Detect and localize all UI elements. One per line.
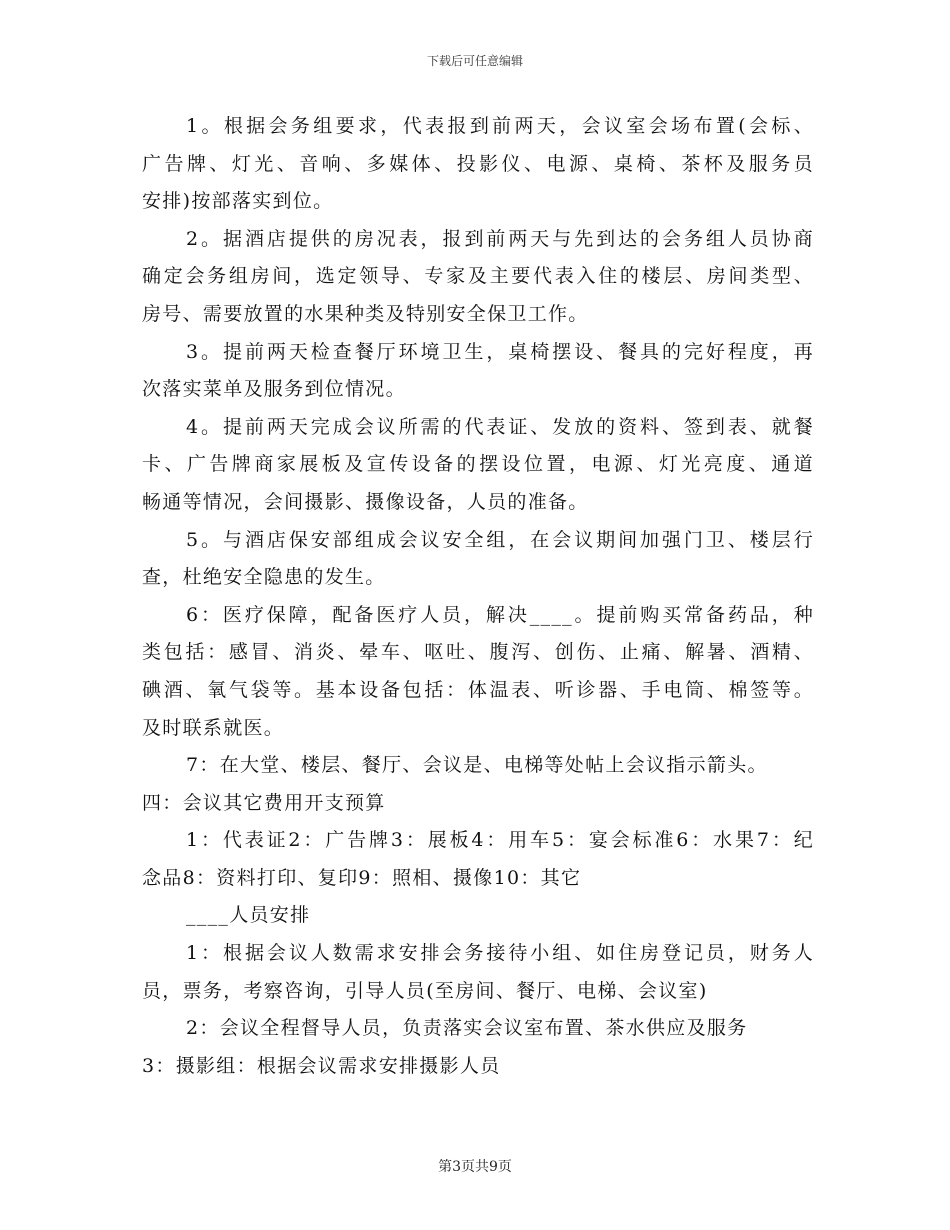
text-line: 1：根据会议人数需求安排会务接待小组、如住房登记员，财务人 [186, 942, 814, 965]
text-line: 员，票务，考察咨询，引导人员(至房间、餐厅、电梯、会议室) [142, 979, 708, 1002]
text-line: 5。与酒店保安部组成会议安全组，在会议期间加强门卫、楼层行 [186, 528, 814, 551]
text-line: 广告牌、灯光、音响、多媒体、投影仪、电源、桌椅、茶杯及服务员 [142, 152, 814, 175]
text-line: ____人员安排 [186, 904, 311, 927]
text-line: 畅通等情况，会间摄影、摄像设备，人员的准备。 [142, 490, 589, 513]
text-line: 2：会议全程督导人员，负责落实会议室布置、茶水供应及服务 [186, 1017, 748, 1040]
text-line: 及时联系就医。 [142, 716, 285, 739]
text-line: 卡、广告牌商家展板及宣传设备的摆设位置，电源、灯光亮度、通道 [142, 453, 814, 476]
text-line: 1：代表证2：广告牌3：展板4：用车5：宴会标准6：水果7：纪 [186, 829, 814, 852]
text-line: 3：摄影组：根据会议需求安排摄影人员 [142, 1054, 501, 1077]
text-line: 6：医疗保障，配备医疗人员，解决____。提前购买常备药品，种 [186, 603, 814, 626]
text-line: 房号、需要放置的水果种类及特别安全保卫工作。 [142, 302, 589, 325]
page-header: 下载后可任意编辑 [426, 54, 523, 68]
text-line: 四：会议其它费用开支预算 [142, 791, 386, 814]
text-line: 次落实菜单及服务到位情况。 [142, 378, 406, 401]
text-line: 7：在大堂、楼层、餐厅、会议是、电梯等处帖上会议指示箭头。 [186, 754, 768, 777]
text-line: 2。据酒店提供的房况表，报到前两天与先到达的会务组人员协商 [186, 227, 814, 250]
text-line: 查，杜绝安全隐患的发生。 [142, 566, 386, 589]
text-line: 4。提前两天完成会议所需的代表证、发放的资料、签到表、就餐 [186, 415, 814, 438]
text-line: 碘酒、氧气袋等。基本设备包括：体温表、听诊器、手电筒、棉签等。 [142, 678, 814, 701]
text-line: 念品8：资料打印、复印9：照相、摄像10：其它 [142, 866, 582, 889]
text-line: 1。根据会务组要求，代表报到前两天，会议室会场布置(会标、 [186, 115, 814, 137]
text-line: 安排)按部落实到位。 [142, 190, 334, 213]
page-footer: 第3页共9页 [438, 1159, 512, 1175]
text-line: 类包括：感冒、消炎、晕车、呕吐、腹泻、创伤、止痛、解暑、酒精、 [142, 641, 814, 664]
document-body [142, 108, 814, 1085]
text-line: 确定会务组房间，选定领导、专家及主要代表入住的楼层、房间类型、 [142, 265, 814, 288]
text-line: 3。提前两天检查餐厅环境卫生，桌椅摆设、餐具的完好程度，再 [186, 340, 814, 363]
